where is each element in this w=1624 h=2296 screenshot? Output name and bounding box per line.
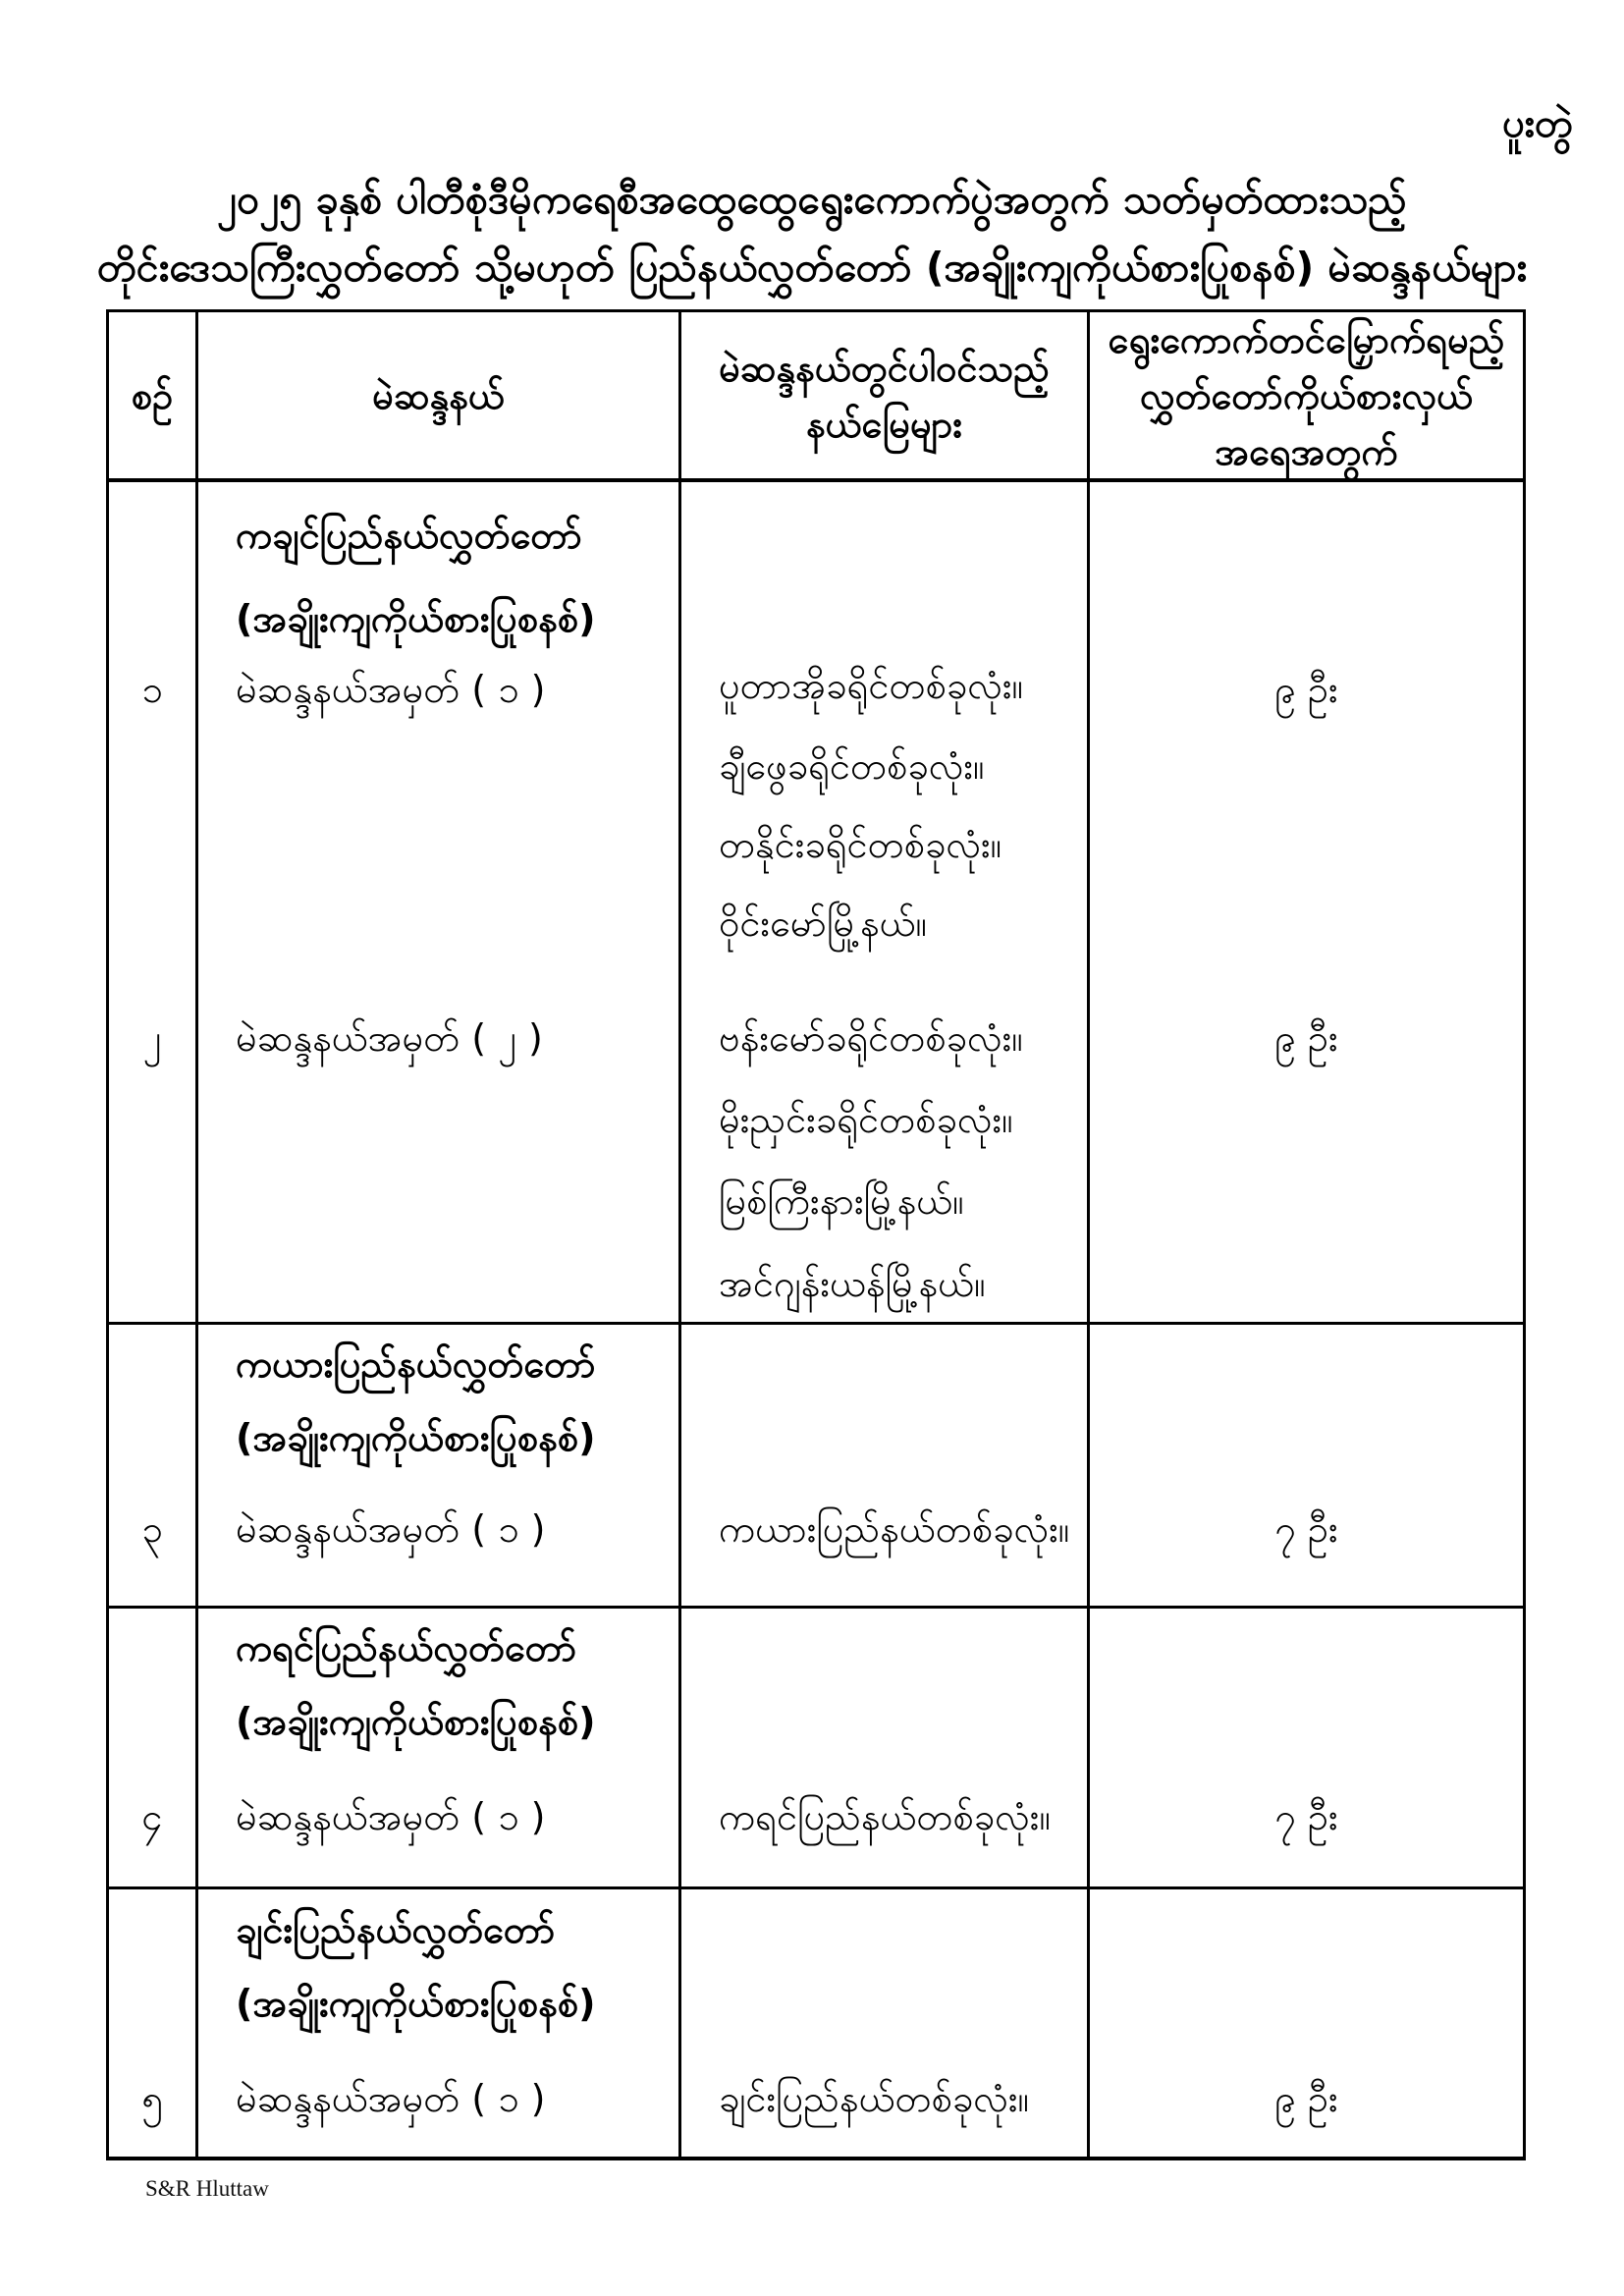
- area-line: အင်ဂျန်းယန်မြို့နယ်။: [719, 1262, 986, 1305]
- cell-constituency: [198, 1609, 681, 1886]
- section-row-chin: [109, 1886, 1523, 2157]
- constituency-table: [106, 309, 1526, 2160]
- cell-no: [109, 482, 198, 1322]
- area-line: တနိုင်းခရိုင်တစ်ခုလုံး။: [719, 823, 1002, 866]
- header-reps-line1: ရွေးကောက်တင်မြှောက်ရမည့်: [1108, 318, 1505, 361]
- section-row-kayin: [109, 1606, 1523, 1886]
- area-line: မြစ်ကြီးနားမြို့နယ်။: [719, 1179, 964, 1223]
- area-line: ချင်းပြည်နယ်တစ်ခုလုံး။: [719, 2077, 1029, 2120]
- rep-count: ၇ ဦး: [1274, 1795, 1338, 1838]
- header-cell-reps: [1090, 312, 1523, 480]
- cell-reps: [1090, 1325, 1523, 1606]
- section-row-kachin: [109, 482, 1523, 1322]
- cell-areas: [681, 1889, 1090, 2157]
- header-areas-line2: နယ်မြေများ: [805, 402, 962, 446]
- cell-areas: [681, 482, 1090, 1322]
- section-subtitle: (အချိုးကျကိုယ်စားပြုစနစ်): [236, 1416, 596, 1459]
- cell-no: [109, 1889, 198, 2157]
- area-line: ပူတာအိုခရိုင်တစ်ခုလုံး။: [719, 664, 1023, 707]
- section-title: ကရင်ပြည်နယ်လွှတ်တော်: [236, 1626, 577, 1669]
- entry-label: မဲဆန္ဒနယ်အမှတ် ( ၂ ): [236, 1016, 543, 1060]
- area-line: ဗန်းမော်ခရိုင်တစ်ခုလုံး။: [719, 1016, 1023, 1060]
- entry-label: မဲဆန္ဒနယ်အမှတ် ( ၁ ): [236, 1795, 546, 1838]
- cell-constituency: [198, 1325, 681, 1606]
- rep-count: ၉ ဦး: [1274, 668, 1338, 711]
- area-line: ဝိုင်းမော်မြို့နယ်။: [719, 902, 928, 945]
- cell-areas: [681, 1609, 1090, 1886]
- header-cell-no: [109, 312, 198, 480]
- header-reps-line3: အရေအတွက်: [1215, 430, 1398, 473]
- attachment-label: ပူးတွဲ: [1502, 101, 1573, 146]
- entry-label: မဲဆန္ဒနယ်အမှတ် ( ၁ ): [236, 668, 546, 711]
- section-subtitle: (အချိုးကျကိုယ်စားပြုစနစ်): [236, 1982, 596, 2025]
- entry-number: ၅: [141, 2077, 163, 2120]
- cell-reps: [1090, 1889, 1523, 2157]
- header-no-label: စဉ်: [131, 374, 174, 417]
- area-line: ကရင်ပြည်နယ်တစ်ခုလုံး။: [719, 1795, 1051, 1838]
- area-line: ချီဖွေခရိုင်တစ်ခုလုံး။: [719, 744, 985, 788]
- section-title: ကချင်ပြည်နယ်လွှတ်တော်: [236, 514, 582, 557]
- entry-number: ၂: [142, 1016, 162, 1060]
- header-reps-line2: လွှတ်တော်ကိုယ်စားလှယ်: [1139, 374, 1474, 417]
- cell-no: [109, 1325, 198, 1606]
- section-subtitle: (အချိုးကျကိုယ်စားပြုစနစ်): [236, 1700, 596, 1743]
- area-line: ကယားပြည်နယ်တစ်ခုလုံး။: [719, 1507, 1070, 1551]
- entry-number: ၄: [141, 1795, 163, 1838]
- entry-number: ၃: [141, 1507, 163, 1551]
- section-title: ချင်းပြည်နယ်လွှတ်တော်: [236, 1908, 556, 1951]
- rep-count: ၇ ဦး: [1274, 1507, 1338, 1551]
- cell-constituency: [198, 1889, 681, 2157]
- rep-count: ၉ ဦး: [1274, 1016, 1338, 1060]
- cell-no: [109, 1609, 198, 1886]
- entry-number: ၁: [141, 668, 163, 711]
- entry-label: မဲဆန္ဒနယ်အမှတ် ( ၁ ): [236, 1507, 546, 1551]
- cell-areas: [681, 1325, 1090, 1606]
- footer-note: S&R Hluttaw: [145, 2176, 269, 2201]
- header-row: [109, 312, 1523, 482]
- cell-reps: [1090, 1609, 1523, 1886]
- section-title: ကယားပြည်နယ်လွှတ်တော်: [236, 1342, 596, 1386]
- title-line-2: တိုင်းဒေသကြီးလွှတ်တော် သို့မဟုတ် ပြည်နယ်လွှတ်တော် (အချိုးကျကိုယ်စားပြုစနစ်) မဲဆန္ဒနယ်များ: [97, 244, 1527, 291]
- cell-reps: [1090, 482, 1523, 1322]
- rep-count: ၉ ဦး: [1274, 2077, 1338, 2120]
- entry-label: မဲဆန္ဒနယ်အမှတ် ( ၁ ): [236, 2077, 546, 2120]
- header-areas-line1: မဲဆန္ဒနယ်တွင်ပါဝင်သည့်: [719, 346, 1050, 390]
- header-cell-constituency: [198, 312, 681, 480]
- header-constituency-label: မဲဆန္ဒနယ်: [372, 374, 505, 417]
- header-cell-areas: [681, 312, 1090, 480]
- section-subtitle: (အချိုးကျကိုယ်စားပြုစနစ်): [236, 597, 596, 640]
- section-row-kayah: [109, 1322, 1523, 1606]
- cell-constituency: [198, 482, 681, 1322]
- title-line-1: ၂၀၂၅ ခုနှစ် ပါတီစုံဒီမိုကရေစီအထွေထွေရွေးကောက်ပွဲအတွက် သတ်မှတ်ထားသည့်: [217, 176, 1407, 223]
- area-line: မိုးညှင်းခရိုင်တစ်ခုလုံး။: [719, 1098, 1013, 1141]
